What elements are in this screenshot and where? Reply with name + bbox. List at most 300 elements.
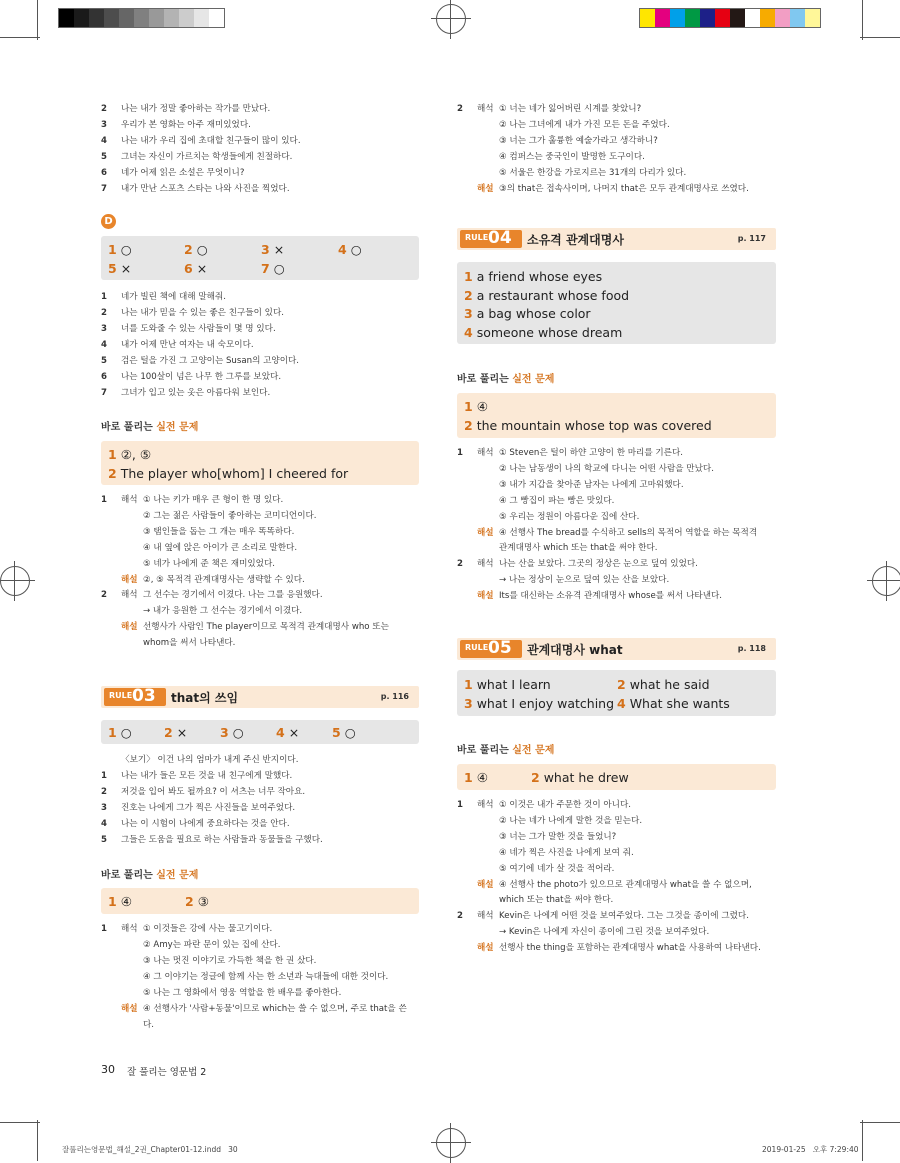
- color-swatch: [89, 9, 104, 27]
- text-line: [101, 573, 305, 588]
- line-text: ⑤ 나는 그 영화에서 영웅 역할을 한 배우를 좋아한다.: [143, 988, 342, 998]
- answer-value: ④: [476, 399, 488, 414]
- text-line: [101, 785, 305, 800]
- text-line: [101, 338, 254, 353]
- text-line: [101, 801, 295, 816]
- answer-value: ③: [197, 894, 209, 909]
- color-swatch: [670, 9, 685, 27]
- color-swatch: [74, 9, 89, 27]
- text-line: [101, 182, 290, 197]
- practice-heading-5: [457, 741, 554, 756]
- answer-value: What she wants: [629, 696, 730, 711]
- answer-value: someone whose dream: [476, 325, 623, 340]
- line-text: ① 이것은 내가 주문한 것이 아니다.: [499, 800, 632, 810]
- rule-label: RULE: [465, 643, 489, 652]
- line-text: 검은 털을 가진 그 고양이는 Susan의 고양이다.: [121, 356, 300, 366]
- rule-05-header: [457, 638, 776, 660]
- line-text: ② 그는 젊은 사람들이 좋아하는 코미디언이다.: [143, 510, 317, 521]
- answer-number: 1: [464, 677, 473, 692]
- answer-item: [464, 696, 614, 711]
- text-line: [101, 118, 251, 133]
- color-swatch: [59, 9, 74, 27]
- color-swatch: [745, 9, 760, 27]
- text-line: [101, 322, 276, 337]
- crop-mark: [860, 1122, 900, 1123]
- text-line: [457, 589, 722, 604]
- text-line: [101, 938, 280, 953]
- item-number: 2: [457, 104, 463, 114]
- answer-number: 2: [184, 242, 193, 257]
- practice-heading-prefix: 바로 풀리는: [457, 374, 513, 385]
- explanation-label: 해석: [121, 924, 138, 934]
- color-swatch: [149, 9, 164, 27]
- line-text: 나는 이 시험이 나에게 중요하다는 것을 안다.: [121, 819, 290, 829]
- line-text: 나는 100살이 넘은 나무 한 그루를 보았다.: [121, 372, 282, 382]
- line-text: ④ 선행사 The bread를 수식하고 sells의 목적어 역할을 하는 목적격: [499, 527, 758, 538]
- item-number: 1: [101, 771, 107, 781]
- text-line: [457, 814, 642, 829]
- text-line: [457, 909, 749, 924]
- line-text: 나는 내가 들은 모든 것을 내 친구에게 말했다.: [121, 771, 293, 781]
- text-line: [457, 510, 639, 525]
- rule-label: RULE: [109, 691, 133, 700]
- explanation-label: 해석: [477, 559, 494, 570]
- crop-mark: [37, 1120, 38, 1161]
- explanation-label: 해설: [121, 622, 138, 633]
- color-swatch: [194, 9, 209, 27]
- answer-value: ○: [344, 725, 356, 740]
- line-text: → Kevin은 나에게 자신이 종이에 그린 것을 보여주었다.: [499, 927, 710, 938]
- item-number: 1: [457, 448, 463, 458]
- text-line: [101, 604, 302, 619]
- text-line: [101, 769, 292, 784]
- color-swatch: [209, 9, 224, 27]
- item-number: 5: [101, 356, 107, 366]
- answer-number: 3: [261, 242, 270, 257]
- item-number: 7: [101, 388, 107, 398]
- section-d-badge: D: [101, 214, 116, 229]
- color-swatch: [119, 9, 134, 27]
- answer-number: 2: [108, 466, 117, 481]
- line-text: 네가 빌린 책에 대해 말해줘.: [121, 292, 226, 302]
- line-text: ④ 선행사가 '사람+동물'이므로 which는 쓸 수 없으며, 주로 that을 쓴: [143, 1004, 407, 1014]
- gray-color-bar: [58, 8, 225, 28]
- rule-label: RULE: [465, 233, 489, 242]
- practice-heading-highlight: 실전 문제: [512, 374, 555, 385]
- answer-value: ×: [120, 261, 132, 276]
- line-text: ④ 그 빵집이 파는 빵은 맛있다.: [499, 495, 615, 506]
- line-text: 나는 내가 정말 좋아하는 작가를 만났다.: [121, 104, 271, 114]
- line-text: ① 너는 네가 잃어버린 시계를 찾았니?: [499, 104, 642, 114]
- answer-value: ②, ⑤: [120, 447, 152, 462]
- color-swatch: [655, 9, 670, 27]
- line-text: ③ 너는 그가 말한 것을 들었니?: [499, 831, 617, 842]
- line-text: 너를 도와줄 수 있는 사람들이 몇 명 있다.: [121, 324, 276, 334]
- answer-item: [185, 894, 209, 909]
- line-text: 우리가 본 영화는 아주 재미있었다.: [121, 120, 251, 130]
- rule-number: 05: [488, 638, 512, 658]
- explanation-label: 해석: [477, 104, 494, 114]
- answer-value: ×: [196, 261, 208, 276]
- line-text: 나는 내가 믿을 수 있는 좋은 친구들이 있다.: [121, 308, 284, 318]
- text-line: [457, 846, 634, 861]
- registration-mark-bottom: [436, 1128, 466, 1158]
- explanation-label: 해설: [121, 574, 138, 585]
- line-text: 저것을 입어 봐도 될까요? 이 셔츠는 너무 작아요.: [121, 787, 306, 797]
- file-info: 잘풀리는영문법_해설_2권_Chapter01-12.indd 30: [62, 1145, 238, 1154]
- crop-mark: [0, 37, 40, 38]
- answer-value: ○: [232, 725, 244, 740]
- answer-item: [261, 261, 285, 276]
- crop-mark: [0, 1122, 40, 1123]
- rule-04-page: p. 117: [737, 234, 766, 243]
- answer-value: what he drew: [543, 770, 629, 785]
- text-line: [457, 941, 761, 956]
- practice-heading-prefix: 바로 풀리는: [457, 745, 513, 756]
- text-line: [101, 753, 298, 768]
- cmyk-color-bar: [639, 8, 821, 28]
- item-number: 3: [101, 324, 107, 334]
- line-text: ④ 내 옆에 앉은 아이가 큰 소리로 말한다.: [143, 542, 298, 553]
- color-swatch: [179, 9, 194, 27]
- answer-value: ○: [196, 242, 208, 257]
- text-line: [457, 150, 645, 165]
- answer-item: [276, 725, 299, 740]
- item-number: 5: [101, 835, 107, 845]
- line-text: 나는 산을 보았다. 그곳의 정상은 눈으로 덮여 있었다.: [499, 559, 698, 570]
- explanation-label: 해석: [477, 911, 494, 922]
- answer-number: 3: [220, 725, 229, 740]
- text-line: [101, 1002, 407, 1017]
- answer-value: what I enjoy watching: [476, 696, 615, 711]
- line-text: 그 선수는 경기에서 이겼다. 나는 그를 응원했다.: [143, 590, 323, 601]
- rule-04-header: [457, 228, 776, 250]
- answer-number: 5: [332, 725, 341, 740]
- answer-number: 1: [464, 399, 473, 414]
- text-line: [101, 509, 317, 524]
- text-line: [457, 862, 614, 877]
- item-number: 2: [101, 590, 107, 601]
- rule-03-page: p. 116: [380, 692, 409, 701]
- answer-number: 3: [464, 306, 473, 321]
- answer-number: 1: [464, 770, 473, 785]
- answer-value: a friend whose eyes: [476, 269, 603, 284]
- book-title: 잘 풀리는 영문법 2: [127, 1067, 207, 1078]
- answer-item: [332, 725, 356, 740]
- line-text: 나는 내가 우리 집에 초대할 친구들이 많이 있다.: [121, 136, 301, 146]
- answer-number: 5: [108, 261, 117, 276]
- answer-value: The player who[whom] I cheered for: [120, 466, 349, 481]
- rule-03-tag: [104, 688, 166, 706]
- answer-item: [464, 288, 629, 303]
- text-line: [101, 986, 341, 1001]
- rule-03-title: that의 쓰임: [171, 691, 239, 705]
- answer-item: [464, 269, 602, 284]
- text-line: [457, 541, 658, 556]
- answer-item: [338, 242, 362, 257]
- rule-number: 03: [132, 686, 156, 706]
- line-text: → 내가 응원한 그 선수는 경기에서 이겼다.: [143, 606, 303, 617]
- text-line: [101, 541, 297, 556]
- color-swatch: [790, 9, 805, 27]
- line-text: ④ 컴퍼스는 중국인이 발명한 도구이다.: [499, 152, 645, 162]
- answer-value: ○: [273, 261, 285, 276]
- rule-04-title: 소유격 관계대명사: [527, 233, 624, 247]
- explanation-label: 해설: [477, 527, 494, 538]
- answer-item: [464, 418, 712, 433]
- text-line: [101, 970, 388, 985]
- color-swatch: [640, 9, 655, 27]
- rule-04-tag: [460, 230, 522, 248]
- line-text: ② 나는 그녀에게 내가 가진 모든 돈을 주었다.: [499, 120, 670, 130]
- crop-mark: [37, 0, 38, 40]
- color-swatch: [775, 9, 790, 27]
- rule-05-tag: [460, 640, 522, 658]
- answer-number: 4: [617, 696, 626, 711]
- text-line: [457, 102, 641, 117]
- answer-number: 3: [464, 696, 473, 711]
- line-text: 그녀는 자신이 가르치는 학생들에게 친절하다.: [121, 152, 293, 162]
- item-number: 3: [101, 803, 107, 813]
- answer-number: 7: [261, 261, 270, 276]
- text-line: [457, 166, 686, 181]
- practice-heading-1: [101, 418, 198, 433]
- color-swatch: [685, 9, 700, 27]
- answer-item: [464, 770, 488, 785]
- line-text: ⑤ 네가 나에게 준 책은 재미있었다.: [143, 558, 276, 569]
- item-number: 1: [101, 292, 107, 302]
- line-text: 선행사 the thing을 포함하는 관계대명사 what을 사용하여 나타낸다.: [499, 943, 761, 954]
- line-text: 그녀가 입고 있는 옷은 아름다워 보인다.: [121, 388, 271, 398]
- answer-number: 4: [276, 725, 285, 740]
- text-line: [101, 557, 275, 572]
- item-number: 1: [457, 800, 463, 810]
- page-number: 30: [101, 1063, 115, 1076]
- item-number: 2: [457, 911, 463, 922]
- text-line: [101, 817, 290, 832]
- answer-number: 4: [338, 242, 347, 257]
- line-text: ③ 탬인들을 돕는 그 개는 매우 똑똑하다.: [143, 526, 295, 537]
- text-line: [457, 446, 683, 461]
- answer-number: 2: [164, 725, 173, 740]
- line-text: 〈보기〉 이건 나의 엄마가 내게 주신 반지이다.: [121, 755, 299, 765]
- registration-mark-right: [872, 566, 900, 596]
- line-text: 그들은 도움을 필요로 하는 사람들과 동물들을 구했다.: [121, 835, 323, 845]
- line-text: ② 나는 남동생이 나의 학교에 다니는 어떤 사람을 만났다.: [499, 463, 714, 474]
- practice-heading-highlight: 실전 문제: [512, 745, 555, 756]
- answer-item: [184, 242, 208, 257]
- answer-number: 6: [184, 261, 193, 276]
- answer-item: [108, 894, 132, 909]
- explanation-label: 해설: [477, 591, 494, 602]
- text-line: [457, 573, 669, 588]
- text-line: [101, 354, 299, 369]
- answer-value: what I learn: [476, 677, 551, 692]
- line-text: ③ 나는 멋진 이야기로 가득한 책을 한 권 샀다.: [143, 956, 317, 966]
- text-line: [101, 636, 235, 651]
- item-number: 3: [101, 120, 107, 130]
- text-line: [457, 878, 752, 893]
- text-line: [101, 954, 316, 969]
- registration-mark-left: [0, 566, 30, 596]
- line-text: 다.: [143, 1020, 155, 1030]
- explanation-label: 해설: [477, 184, 494, 194]
- line-text: 내가 어제 만난 여자는 내 숙모이다.: [121, 340, 254, 350]
- answer-number: 1: [108, 242, 117, 257]
- text-line: [101, 306, 284, 321]
- text-line: [101, 1018, 154, 1033]
- text-line: [101, 620, 389, 635]
- answer-item: [184, 261, 207, 276]
- answer-number: 1: [108, 725, 117, 740]
- color-swatch: [700, 9, 715, 27]
- text-line: [457, 893, 613, 908]
- explanation-label: 해설: [477, 943, 494, 954]
- rule-05-page: p. 118: [737, 644, 766, 653]
- text-line: [101, 588, 323, 603]
- text-line: [101, 370, 281, 385]
- text-line: [457, 462, 714, 477]
- answer-value: ×: [176, 725, 188, 740]
- line-text: 진호는 나에게 그가 찍은 사진들을 보여주었다.: [121, 803, 296, 813]
- text-line: [457, 182, 749, 197]
- line-text: → 나는 정상이 눈으로 덮여 있는 산을 보았다.: [499, 575, 670, 586]
- text-line: [457, 557, 698, 572]
- answer-item: [108, 242, 132, 257]
- item-number: 1: [101, 495, 107, 505]
- answer-item: [108, 447, 151, 462]
- crop-mark: [862, 1120, 863, 1161]
- line-text: ① 나는 키가 매우 큰 형이 한 명 있다.: [143, 495, 284, 505]
- crop-mark: [862, 0, 863, 40]
- answer-value: what he said: [629, 677, 710, 692]
- answer-number: 1: [108, 894, 117, 909]
- color-swatch: [730, 9, 745, 27]
- text-line: [101, 493, 283, 508]
- explanation-label: 해석: [477, 448, 494, 458]
- answer-value: ×: [288, 725, 300, 740]
- answer-number: 1: [464, 269, 473, 284]
- line-text: whom을 써서 나타낸다.: [143, 638, 236, 649]
- color-swatch: [805, 9, 820, 27]
- answer-item: [464, 306, 591, 321]
- item-number: 2: [101, 787, 107, 797]
- line-text: ②, ⑤ 목적격 관계대명사는 생략할 수 있다.: [143, 574, 305, 585]
- answer-item: [617, 696, 730, 711]
- answer-number: 2: [464, 288, 473, 303]
- line-text: ⑤ 서울은 한강을 가로지르는 31개의 다리가 있다.: [499, 168, 687, 178]
- practice-heading-prefix: 바로 풀리는: [101, 870, 157, 881]
- text-line: [101, 134, 301, 149]
- answer-item: [464, 677, 551, 692]
- answer-number: 1: [108, 447, 117, 462]
- answer-value: the mountain whose top was covered: [476, 418, 712, 433]
- text-line: [457, 798, 631, 813]
- text-line: [457, 478, 684, 493]
- item-number: 4: [101, 340, 107, 350]
- line-text: ① 이것들은 강에 사는 물고기이다.: [143, 924, 273, 934]
- line-text: ② 나는 네가 나에게 말한 것을 믿는다.: [499, 815, 643, 826]
- line-text: ④ 선행사 the photo가 있으므로 관계대명사 what을 쓸 수 없으며,: [499, 879, 752, 890]
- line-text: ② Amy는 파란 문이 있는 집에 산다.: [143, 940, 281, 950]
- rule-number: 04: [488, 228, 512, 248]
- line-text: ③의 that은 접속사이며, 나머지 that은 모두 관계대명사로 쓰였다.: [499, 184, 749, 194]
- line-text: ④ 네가 찍은 사진을 나에게 보여 줘.: [499, 847, 634, 858]
- text-line: [457, 118, 670, 133]
- item-number: 6: [101, 168, 107, 178]
- line-text: 네가 어제 읽은 소설은 무엇이니?: [121, 168, 245, 178]
- answer-number: 2: [185, 894, 194, 909]
- item-number: 2: [101, 104, 107, 114]
- item-number: 4: [101, 819, 107, 829]
- item-number: 1: [101, 924, 107, 934]
- text-line: [457, 526, 757, 541]
- item-number: 5: [101, 152, 107, 162]
- color-swatch: [715, 9, 730, 27]
- text-line: [101, 386, 270, 401]
- line-text: ③ 내가 지갑을 찾아준 남자는 나에게 고마워했다.: [499, 479, 684, 490]
- color-swatch: [164, 9, 179, 27]
- answer-item: [464, 325, 622, 340]
- answer-value: ×: [273, 242, 285, 257]
- answer-item: [108, 466, 348, 481]
- explanation-label: 해설: [477, 879, 494, 890]
- item-number: 2: [101, 308, 107, 318]
- line-text: 내가 만난 스포츠 스타는 나와 사진을 찍었다.: [121, 184, 290, 194]
- color-swatch: [104, 9, 119, 27]
- line-text: ⑤ 여기에 네가 살 것을 적어라.: [499, 863, 615, 874]
- line-text: 선행사가 사람인 The player이므로 목적격 관계대명사 who 또는: [143, 622, 389, 633]
- item-number: 6: [101, 372, 107, 382]
- rule-03-answer-box: [101, 720, 419, 744]
- line-text: Kevin은 나에게 어떤 것을 보여주었다. 그는 그것을 종이에 그렸다.: [499, 911, 749, 922]
- answer-value: ④: [476, 770, 488, 785]
- text-line: [101, 922, 272, 937]
- answer-item: [108, 261, 131, 276]
- text-line: [457, 494, 614, 509]
- explanation-label: 해설: [121, 1004, 138, 1014]
- answer-value: a restaurant whose food: [476, 288, 630, 303]
- answer-item: [617, 677, 710, 692]
- answer-item: [261, 242, 284, 257]
- practice-heading-highlight: 실전 문제: [156, 422, 199, 433]
- text-line: [101, 102, 270, 117]
- practice-heading-highlight: 실전 문제: [156, 870, 199, 881]
- answer-value: a bag whose color: [476, 306, 591, 321]
- item-number: 4: [101, 136, 107, 146]
- item-number: 2: [457, 559, 463, 570]
- answer-value: ○: [120, 725, 132, 740]
- rule-03-header: [101, 686, 419, 708]
- item-number: 7: [101, 184, 107, 194]
- practice-heading-3: [101, 866, 198, 881]
- answer-item: [220, 725, 244, 740]
- answer-item: [464, 399, 488, 414]
- explanation-label: 해석: [121, 495, 138, 505]
- explanation-label: 해석: [477, 800, 494, 810]
- text-line: [101, 150, 292, 165]
- answer-item: [531, 770, 629, 785]
- text-line: [101, 833, 323, 848]
- answer-value: ○: [350, 242, 362, 257]
- answer-number: 2: [464, 418, 473, 433]
- answer-value: ④: [120, 894, 132, 909]
- crop-mark: [860, 37, 900, 38]
- section-d-answer-box: [101, 236, 419, 280]
- text-line: [101, 290, 226, 305]
- practice-heading-prefix: 바로 풀리는: [101, 422, 157, 433]
- practice-heading-4: [457, 370, 554, 385]
